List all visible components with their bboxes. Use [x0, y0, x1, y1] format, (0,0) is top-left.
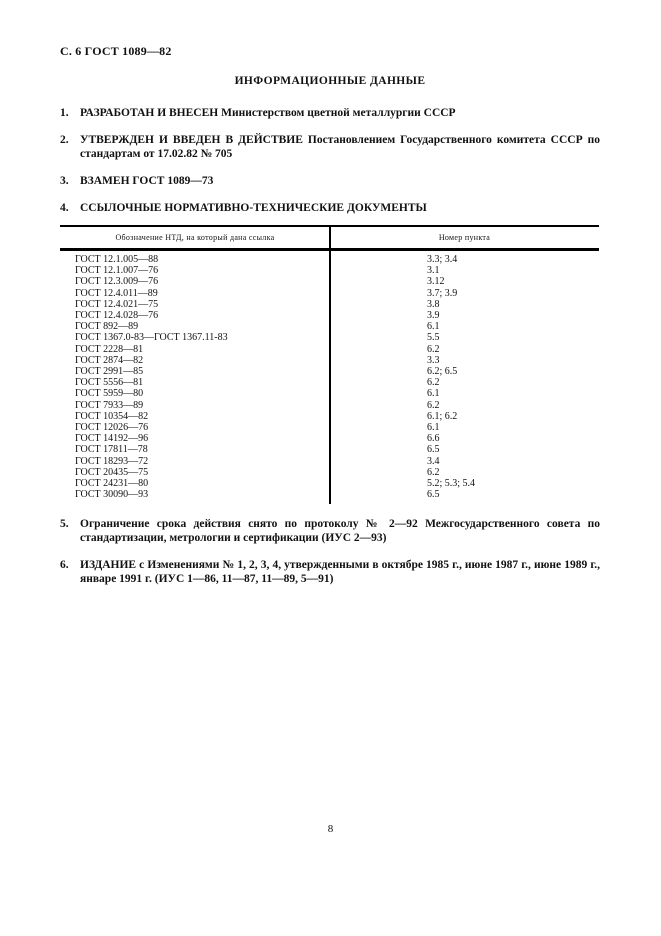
punkt-number-cell: 3.9 [427, 310, 440, 322]
punkt-number-cell: 6.2 [427, 399, 440, 411]
clause-text: ИЗДАНИЕ с Изменениями № 1, 2, 3, 4, утвержденными в октябре 1985 г., июне 1987 г., июне 1989 г., январе 1991 г. (ИУС 1—86, 11—87, 11—89, 5—91) [80, 559, 600, 586]
ntd-designation-cell: ГОСТ 12.1.007—76 [75, 265, 159, 277]
clauses-1-4 [60, 106, 600, 215]
table-column-divider [329, 227, 331, 504]
punkt-number-cell: 6.5 [427, 444, 440, 456]
punkt-number-cell: 6.6 [427, 433, 440, 445]
clause-item [60, 174, 600, 188]
clause-number: 3. [60, 175, 69, 187]
ntd-designation-cell: ГОСТ 12.4.021—75 [75, 298, 159, 310]
punkt-number-cell: 3.3 [427, 354, 440, 366]
ntd-designation-cell: ГОСТ 5556—81 [75, 377, 144, 389]
ntd-designation-cell: ГОСТ 1367.0-83—ГОСТ 1367.11-83 [75, 332, 228, 344]
ntd-designation-cell: ГОСТ 2874—82 [75, 354, 144, 366]
ntd-designation-cell: ГОСТ 20435—75 [75, 466, 149, 478]
clause-number: 2. [60, 134, 69, 146]
punkt-number-cell: 6.1 [427, 422, 440, 434]
clause-item [60, 133, 600, 161]
ntd-designation-cell: ГОСТ 892—89 [75, 321, 139, 333]
punkt-number-cell: 6.1 [427, 321, 440, 333]
ntd-designation-cell: ГОСТ 12026—76 [75, 422, 149, 434]
table-header-punkt: Номер пункта [438, 233, 491, 242]
punkt-number-cell: 6.2 [427, 377, 440, 389]
ntd-designation-cell: ГОСТ 17811—78 [75, 444, 148, 456]
page-content [60, 44, 600, 599]
punkt-number-cell: 3.4 [427, 455, 440, 467]
punkt-number-cell: 3.7; 3.9 [427, 287, 458, 299]
ntd-designation-cell: ГОСТ 10354—82 [75, 410, 149, 422]
reference-documents-table [60, 225, 599, 504]
punkt-number-cell: 3.3; 3.4 [427, 254, 458, 265]
table-header-ntd: Обозначение НТД, на который дана ссылка [115, 233, 275, 242]
clause-item [60, 517, 600, 545]
punkt-number-cell: 6.5 [427, 489, 440, 501]
ntd-designation-cell: ГОСТ 18293—72 [75, 455, 149, 467]
ntd-designation-cell: ГОСТ 2228—81 [75, 343, 144, 355]
ntd-designation-cell: ГОСТ 30090—93 [75, 489, 149, 501]
clause-text: ВЗАМЕН ГОСТ 1089—73 [80, 175, 214, 187]
punkt-number-cell: 3.12 [427, 276, 445, 288]
clause-item [60, 106, 600, 120]
ntd-designation-cell: ГОСТ 24231—80 [75, 478, 149, 490]
punkt-number-cell: 6.2 [427, 466, 440, 478]
clauses-5-6 [60, 517, 600, 586]
clause-number: 1. [60, 107, 69, 119]
clause-item [60, 558, 600, 586]
clause-number: 6. [60, 559, 69, 572]
page-number: 8 [327, 823, 334, 835]
clause-text: УТВЕРЖДЕН И ВВЕДЕН В ДЕЙСТВИЕ Постановлением Государственного комитета СССР по стандартам от 17.02.82 № 705 [80, 134, 600, 160]
ntd-designation-cell: ГОСТ 12.1.005—88 [75, 254, 159, 265]
punkt-number-cell: 3.1 [427, 265, 440, 277]
ntd-designation-cell: ГОСТ 2991—85 [75, 366, 144, 378]
punkt-number-cell: 3.8 [427, 298, 440, 310]
ntd-designation-cell: ГОСТ 12.4.011—89 [75, 287, 158, 299]
punkt-number-cell: 6.1 [427, 388, 440, 400]
ntd-designation-cell: ГОСТ 7933—89 [75, 399, 144, 411]
clause-text: Ограничение срока действия снято по протоколу № 2—92 Межгосударственного совета по стандартизации, метрологии и сертификации (ИУС 2—93) [80, 518, 600, 545]
punkt-number-cell: 5.5 [427, 332, 440, 344]
ntd-designation-cell: ГОСТ 12.4.028—76 [75, 310, 159, 322]
clause-text: ССЫЛОЧНЫЕ НОРМАТИВНО-ТЕХНИЧЕСКИЕ ДОКУМЕНТЫ [80, 202, 427, 214]
running-header: С. 6 ГОСТ 1089—82 [60, 44, 172, 58]
ntd-designation-cell: ГОСТ 14192—96 [75, 433, 149, 445]
punkt-number-cell: 6.2; 6.5 [427, 366, 458, 378]
punkt-number-cell: 6.1; 6.2 [427, 410, 458, 422]
clause-number: 5. [60, 518, 69, 531]
punkt-number-cell: 5.2; 5.3; 5.4 [427, 478, 476, 490]
ntd-designation-cell: ГОСТ 12.3.009—76 [75, 276, 159, 288]
ntd-designation-cell: ГОСТ 5959—80 [75, 388, 144, 400]
punkt-number-cell: 6.2 [427, 343, 440, 355]
clause-text: РАЗРАБОТАН И ВНЕСЕН Министерством цветной металлургии СССР [80, 107, 456, 119]
clause-number: 4. [60, 202, 69, 214]
clause-item [60, 201, 600, 215]
section-title: ИНФОРМАЦИОННЫЕ ДАННЫЕ [234, 75, 426, 87]
